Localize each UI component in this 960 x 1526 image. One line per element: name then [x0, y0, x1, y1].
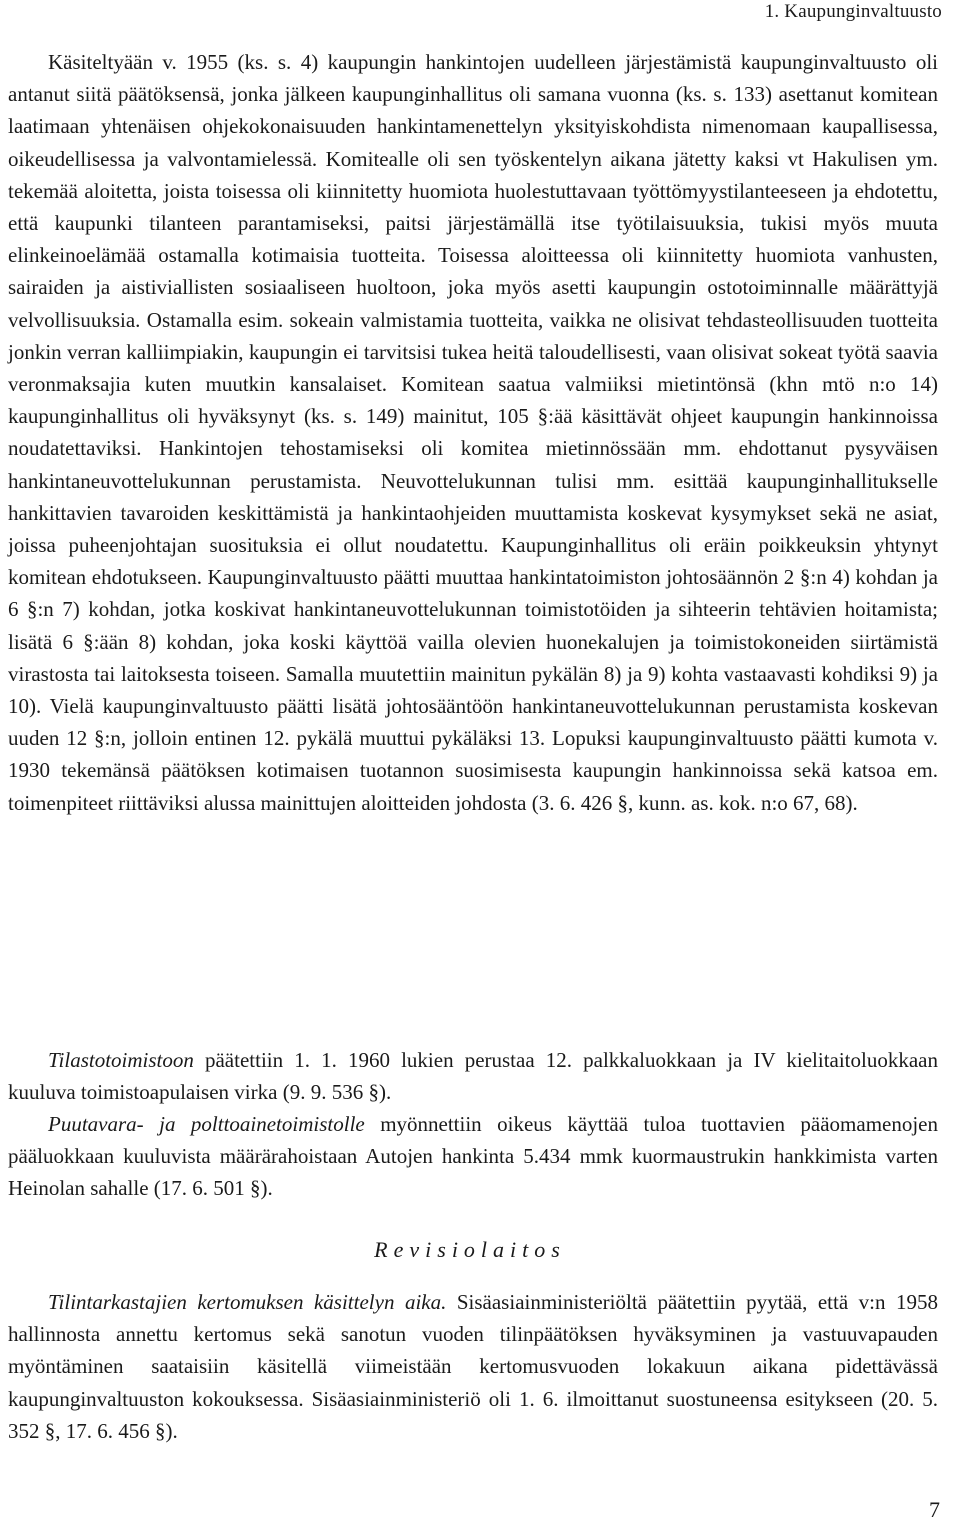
section-heading: Revisiolaitos [374, 1237, 566, 1262]
paragraph-statistics-office [8, 1044, 938, 1108]
paragraph-body-timber-fuel-office: myönnettiin oikeus käyttää tuloa tuottavien pääomamenojen pääluokkaan kuuluvista määrärahoistaan Autojen hankinta 5.434 mmk kuormaustrukin hankkimista varten Heinolan sahalle (17. 6. 501 §). [8, 1112, 939, 1201]
paragraph-lead-statistics-office: Tilastotoimistoon [48, 1048, 194, 1072]
paragraph-procurement-reform: Käsiteltyään v. 1955 (ks. s. 4) kaupungin hankintojen uudelleen järjestämistä kaupunginvaltuusto oli antanut siitä päätöksensä, jonka jälkeen kaupunginhallitus oli samana vuonna (ks. s. 133) asettanut komitean laatimaan yhtenäisen ohjekokonaisuuden hankintamenettelyn yksityiskohdista nimenomaan kaupallisessa, oikeudellisessa ja valvontamielessä. Komitealle oli sen työskentelyn aikana jätetty kaksi vt Hakulisen ym. tekemää aloitetta, joista toisessa oli kiinnitetty huomiota huolestuttavaan työttömyystilanteeseen ja ehdotettu, että kaupunki tilanteen parantamiseksi, paitsi järjestämällä itse työtilaisuuksia, tukisi myös muuta elinkeinoelämää ostamalla kotimaisia tuotteita. Toisessa aloitteessa oli kiinnitetty huomiota vanhusten, sairaiden ja aistiviallisten sosiaaliseen huoltoon, joka myös asetti kaupungin ostotoiminnalle määrättyjä velvollisuuksia. Ostamalla esim. sokeain valmistamia tuotteita, vaikka ne olisivat tehdasteollisuuden tuotteita jonkin verran kalliimpiakin, kaupungin ei tarvitsisi tukea heitä taloudellisesti, vaan olisivat sokeat työtä saavia veronmaksajia kuten muutkin kansalaiset. Komitean saatua valmiiksi mietintönsä (khn mtö n:o 14) kaupunginhallitus oli hyväksynyt (ks. s. 149) mainitut, 105 §:ää käsittävät ohjeet kaupungin hankinnoissa noudatettaviksi. Hankintojen tehostamiseksi oli komitea mietinnössään mm. ehdottanut pysyväisen hankintaneuvottelukunnan perustamista. Neuvottelukunnan tulisi mm. esittää kaupunginhallitukselle hankittavien tavaroiden keskittämistä ja hankintaohjeiden muuttamista koskevat kysymykset sekä ne asiat, joissa puheenjohtajan suosituksia ei ollut noudatettu. Kaupunginhallitus oli eräin poikkeuksin yhtynyt komitean ehdotukseen. Kaupunginvaltuusto päätti muuttaa hankintatoimiston johtosäännön 2 §:n 4) kohdan ja 6 §:n 7) kohdan, jotka koskivat hankintaneuvottelukunnan toimistotöiden ja sihteerin tehtävien hoitamista; lisätä 6 §:ään 8) kohdan, joka koski käyttöä vailla olevien huonekalujen ja toimistokoneiden siirtämistä virastosta tai laitoksesta toiseen. Samalla muutettiin mainitun pykälän 8) ja 9) kohta vastaavasti kohdiksi 9) ja 10). Vielä kaupunginvaltuusto päätti lisätä johtosääntöön hankintaneuvottelukunnan perustamista koskevan uuden 12 §:n, jolloin entinen 12. pykälä muuttui pykäläksi 13. Lopuksi kaupunginvaltuusto päätti kumota v. 1930 tekemänsä päätöksen kotimaisen tuotannon suosimisesta kaupungin hankinnoissa sekä katsoa em. toimenpiteet riittäviksi alussa mainittujen aloitteiden johdosta (3. 6. 426 §, kunn. as. kok. n:o 67, 68). [8, 50, 938, 815]
paragraph-lead-auditors-report: Tilintarkastajien kertomuksen käsittelyn aika. [48, 1290, 447, 1314]
page-number: 7 [929, 1497, 940, 1522]
paragraph-auditors-report [8, 1286, 938, 1447]
paragraph-lead-timber-fuel-office: Puutavara- ja polttoainetoimistolle [48, 1112, 365, 1136]
paragraph-body-statistics-office: päätettiin 1. 1. 1960 lukien perustaa 12. palkkaluokkaan ja IV kielitaitoluokkaan kuuluva toimistoapulaisen virka (9. 9. 536 §). [8, 1048, 938, 1105]
paragraph-body-auditors-report: Sisäasiainministeriöltä päätettiin pyytää, että v:n 1958 hallinnosta annettu kertomus sekä sanotun vuoden tilinpäätöksen hyväksyminen ja vastuuvapauden myöntäminen saataisiin käsitellä viimeistään kertomusvuoden lokakuun aikana pidettävässä kaupunginvaltuuston kokouksessa. Sisäasiainministeriö oli 1. 6. ilmoittanut suostuneensa esitykseen (20. 5. 352 §, 17. 6. 456 §). [8, 1290, 938, 1443]
paragraph-timber-fuel-office [8, 1108, 938, 1205]
running-header: 1. Kaupunginvaltuusto [764, 1, 942, 22]
